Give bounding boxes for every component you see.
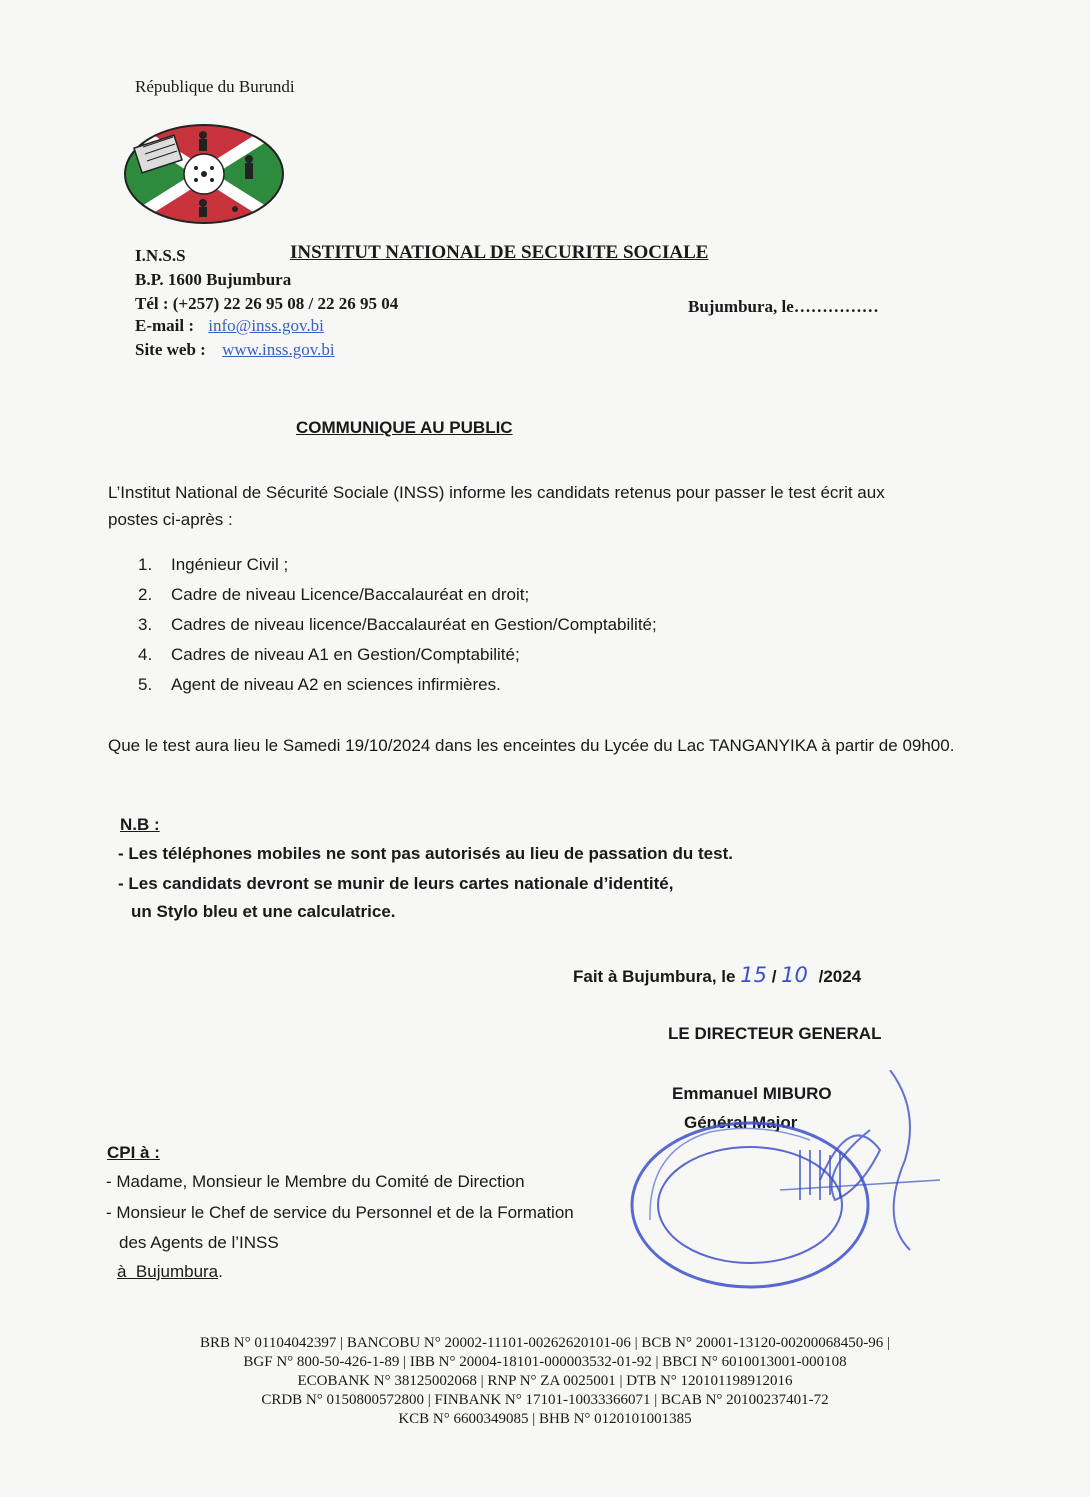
cpi-location: à Bujumbura. (117, 1262, 223, 1281)
inss-logo (123, 123, 285, 225)
handwritten-month: 10 (781, 963, 808, 987)
date-placeholder: Bujumbura, le…………… (688, 297, 879, 316)
po-box: B.P. 1600 Bujumbura (135, 270, 292, 289)
director-name: Emmanuel MIBURO (672, 1084, 832, 1103)
communique-title: COMMUNIQUE AU PUBLIC (296, 418, 513, 437)
footer-line: BGF N° 800-50-426-1-89 | IBB N° 20004-18101-000003532-01-92 | BBCI N° 6010013001-000108 (243, 1354, 847, 1370)
footer-line: CRDB N° 0150800572800 | FINBANK N° 17101-10033366071 | BCAB N° 20100237401-72 (261, 1392, 829, 1408)
bank-accounts-footer (60, 1334, 1030, 1429)
signature-place: Fait à Bujumbura, le (573, 967, 736, 986)
posts-list (138, 550, 657, 700)
intro-paragraph: L’Institut National de Sécurité Sociale (INSS) informe les candidats retenus pour passer le test écrit aux postes ci-après : (108, 483, 885, 529)
cpi-label: CPI à : (107, 1143, 160, 1162)
list-item: 3. Cadres de niveau licence/Baccalauréat en Gestion/Comptabilité; (138, 615, 657, 634)
website-label: Site web : (135, 340, 206, 359)
footer-line: KCB N° 6600349085 | BHB N° 0120101001385 (398, 1411, 692, 1427)
list-item: 5. Agent de niveau A2 en sciences infirmières. (138, 675, 501, 694)
list-item: 2. Cadre de niveau Licence/Baccalauréat en droit; (138, 585, 530, 604)
email-label: E-mail : (135, 316, 195, 335)
signature-date: Fait à Bujumbura, le 15 / 10 /2024 (573, 963, 862, 987)
cpi-recipient: - Madame, Monsieur le Membre du Comité de Direction (106, 1172, 525, 1191)
cpi-recipient: - Monsieur le Chef de service du Personnel et de la Formation (106, 1203, 574, 1222)
nb-line: - Les téléphones mobiles ne sont pas autorisés au lieu de passation du test. (118, 844, 733, 863)
list-item: 4. Cadres de niveau A1 en Gestion/Comptabilité; (138, 645, 520, 664)
email-link[interactable]: info@inss.gov.bi (208, 316, 324, 335)
nb-line: un Stylo bleu et une calculatrice. (131, 902, 396, 921)
nb-line: - Les candidats devront se munir de leurs cartes nationale d’identité, (118, 874, 674, 893)
director-title: LE DIRECTEUR GENERAL (668, 1024, 882, 1043)
footer-line: BRB N° 01104042397 | BANCOBU N° 20002-11101-00262620101-06 | BCB N° 20001-13120-00200068450-96 | (200, 1335, 890, 1351)
handwritten-day: 15 (740, 963, 767, 987)
test-info-paragraph: Que le test aura lieu le Samedi 19/10/2024 dans les enceintes du Lycée du Lac TANGANYIKA à partir de 09h00. (108, 736, 955, 755)
telephone: Tél : (+257) 22 26 95 08 / 22 26 95 04 (135, 294, 399, 313)
list-item: 1. Ingénieur Civil ; (138, 555, 289, 574)
director-rank: Général Major (684, 1113, 798, 1132)
official-stamp (620, 1070, 1060, 1300)
country-name: République du Burundi (135, 77, 295, 96)
signature-year: /2024 (818, 967, 862, 986)
email-row (135, 316, 324, 336)
footer-line: ECOBANK N° 38125002068 | RNP N° ZA 0025001 | DTB N° 120101198912016 (297, 1373, 793, 1389)
nb-label: N.B : (120, 815, 160, 834)
institute-abbreviation: I.N.S.S (135, 246, 186, 265)
website-link[interactable]: www.inss.gov.bi (222, 340, 335, 359)
website-row (135, 340, 335, 360)
cpi-recipient: des Agents de l’INSS (119, 1233, 279, 1252)
institute-name: INSTITUT NATIONAL DE SECURITE SOCIALE (290, 242, 709, 263)
